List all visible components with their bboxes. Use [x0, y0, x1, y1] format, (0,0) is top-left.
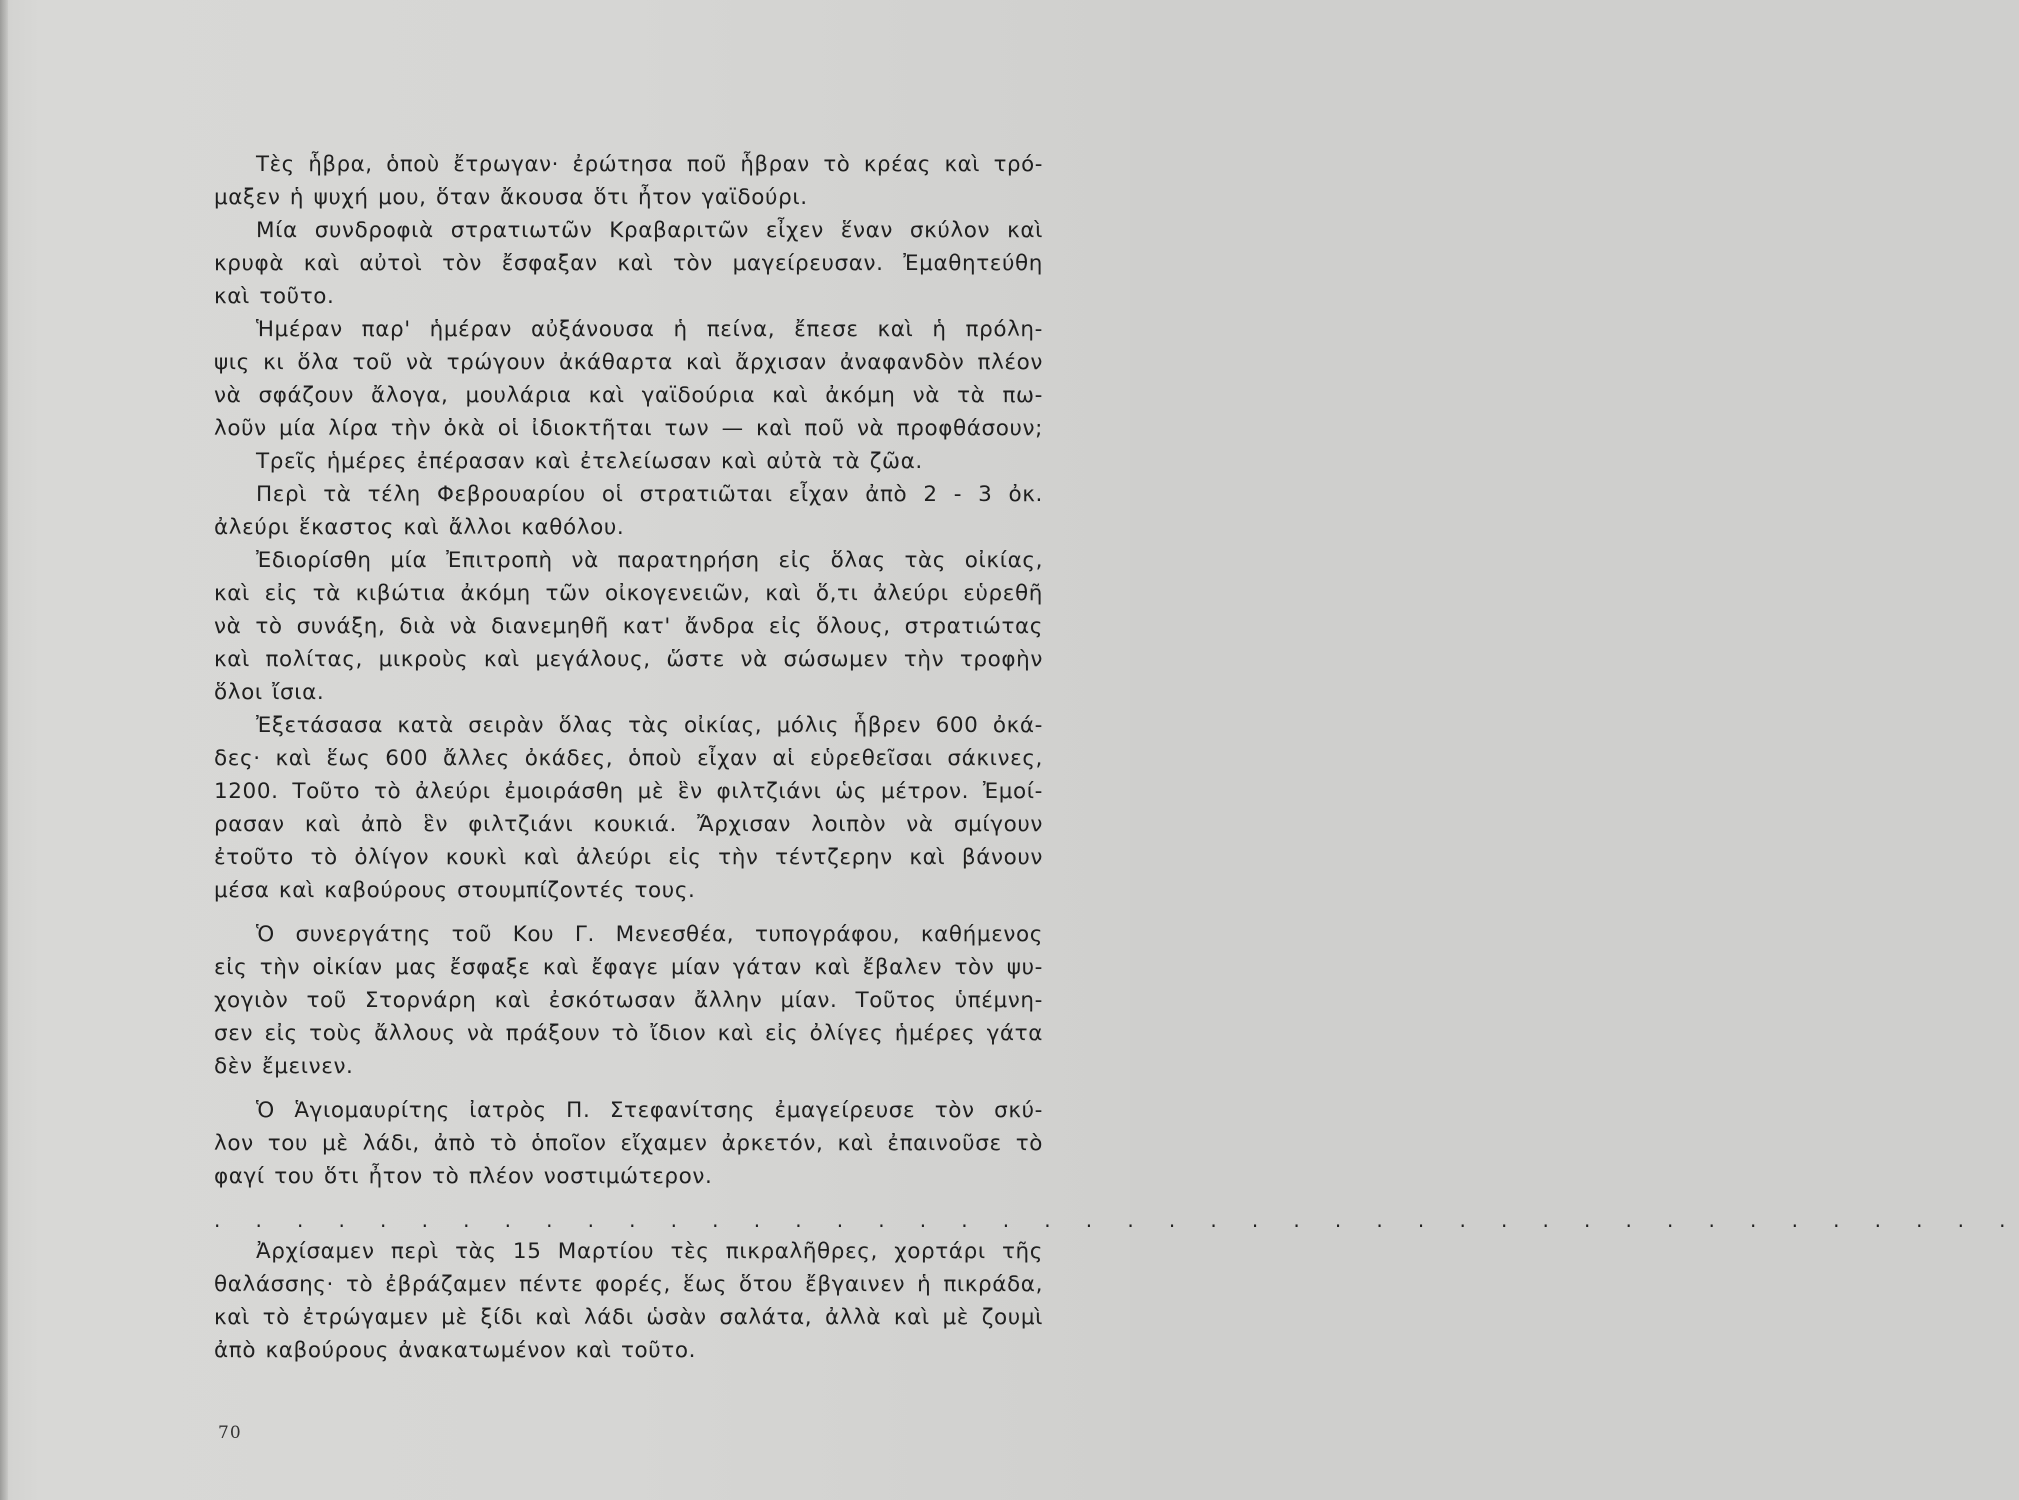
text-line: θαλάσσης· τὸ ἐβράζαμεν πέντε φορές, ἕως ὅτου ἔβγαινεν ἡ πικράδα,: [214, 1272, 1043, 1297]
text-line: δὲν ἔμεινεν.: [214, 1054, 354, 1079]
paragraph-6: [214, 544, 1043, 709]
paragraph-4: [214, 445, 1043, 478]
page-edge-shadow: [0, 0, 8, 1500]
text-line: μέσα καὶ καβούρους στουμπίζοντές τους.: [214, 878, 696, 903]
text-line: ὅλοι ἴσια.: [214, 680, 325, 705]
body-text: [214, 148, 2019, 1367]
text-line: Ἐδιορίσθη μία Ἐπιτροπὴ νὰ παρατηρήση εἰς ὅλας τὰς οἰκίας,: [256, 548, 1043, 573]
text-line: Ἀρχίσαμεν περὶ τὰς 15 Μαρτίου τὲς πικραλῆθρες, χορτάρι τῆς: [256, 1239, 1043, 1264]
paragraph-9: [214, 1094, 1043, 1193]
text-line: φαγί του ὅτι ἦτον τὸ πλέον νοστιμώτερον.: [214, 1164, 713, 1189]
text-line: καὶ εἰς τὰ κιβώτια ἀκόμη τῶν οἰκογενειῶν, καὶ ὅ,τι ἀλεύρι εὑρεθῆ: [214, 581, 1043, 606]
paragraph-8: [214, 918, 1043, 1083]
text-line: Περὶ τὰ τέλη Φεβρουαρίου οἱ στρατιῶται εἶχαν ἀπὸ 2 - 3 ὀκ.: [256, 482, 1043, 507]
text-line: Ἡμέραν παρ' ἡμέραν αὐξάνουσα ἡ πείνα, ἔπεσε καὶ ἡ πρόλη-: [256, 317, 1043, 342]
text-line: χογιὸν τοῦ Στορνάρη καὶ ἐσκότωσαν ἄλλην μίαν. Τοῦτος ὑπέμνη-: [214, 988, 1043, 1013]
text-line: ἀλεύρι ἕκαστος καὶ ἄλλοι καθόλου.: [214, 515, 625, 540]
text-line: λοῦν μία λίρα τὴν ὀκὰ οἱ ἰδιοκτῆται των — καὶ ποῦ νὰ προφθάσουν;: [214, 416, 1043, 441]
text-line: Τὲς ἧβρα, ὁποὺ ἔτρωγαν· ἐρώτησα ποῦ ἧβραν τὸ κρέας καὶ τρό-: [256, 152, 1043, 177]
text-line: μαξεν ἡ ψυχή μου, ὅταν ἄκουσα ὅτι ἦτον γαϊδούρι.: [214, 185, 808, 210]
paragraph-3: [214, 313, 1043, 445]
paragraph-5: [214, 478, 1043, 544]
text-line: ἐτοῦτο τὸ ὀλίγον κουκὶ καὶ ἀλεύρι εἰς τὴν τέντζερην καὶ βάνουν: [214, 845, 1043, 870]
text-line: νὰ σφάζουν ἄλογα, μουλάρια καὶ γαϊδούρια καὶ ἀκόμη νὰ τὰ πω-: [214, 383, 1043, 408]
text-line: δες· καὶ ἕως 600 ἄλλες ὀκάδες, ὁποὺ εἶχαν αἱ εὑρεθεῖσαι σάκινες,: [214, 746, 1043, 771]
text-line: 1200. Τοῦτο τὸ ἀλεύρι ἐμοιράσθη μὲ ἓν φιλτζιάνι ὡς μέτρον. Ἐμοί-: [214, 779, 1043, 804]
text-line: καὶ τοῦτο.: [214, 284, 335, 309]
text-line: ψις κι ὅλα τοῦ νὰ τρώγουν ἀκάθαρτα καὶ ἄρχισαν ἀναφανδὸν πλέον: [214, 350, 1043, 375]
text-line: εἰς τὴν οἰκίαν μας ἔσφαξε καὶ ἔφαγε μίαν γάταν καὶ ἔβαλεν τὸν ψυ-: [214, 955, 1043, 980]
paragraph-10: [214, 1235, 1043, 1367]
text-line: Ἐξετάσασα κατὰ σειρὰν ὅλας τὰς οἰκίας, μόλις ἧβρεν 600 ὀκά-: [256, 713, 1043, 738]
text-line: νὰ τὸ συνάξη, διὰ νὰ διανεμηθῆ κατ' ἄνδρα εἰς ὅλους, στρατιώτας: [214, 614, 1043, 639]
text-line: ρασαν καὶ ἀπὸ ἓν φιλτζιάνι κουκιά. Ἄρχισαν λοιπὸν νὰ σμίγουν: [214, 812, 1043, 837]
text-line: καὶ τὸ ἐτρώγαμεν μὲ ξίδι καὶ λάδι ὡσὰν σαλάτα, ἀλλὰ καὶ μὲ ζουμὶ: [214, 1305, 1043, 1330]
page-number: 70: [218, 1423, 242, 1443]
text-line: Τρεῖς ἡμέρες ἐπέρασαν καὶ ἐτελείωσαν καὶ αὐτὰ τὰ ζῶα.: [256, 449, 923, 474]
text-line: ἀπὸ καβούρους ἀνακατωμένον καὶ τοῦτο.: [214, 1338, 697, 1363]
text-line: λον του μὲ λάδι, ἀπὸ τὸ ὁποῖον εἴχαμεν ἀρκετόν, καὶ ἐπαινοῦσε τὸ: [214, 1131, 1043, 1156]
paragraph-2: [214, 214, 1043, 313]
text-line: καὶ πολίτας, μικροὺς καὶ μεγάλους, ὥστε νὰ σώσωμεν τὴν τροφὴν: [214, 647, 1043, 672]
text-line: σεν εἰς τοὺς ἄλλους νὰ πράξουν τὸ ἴδιον καὶ εἰς ὀλίγες ἡμέρες γάτα: [214, 1021, 1043, 1046]
paragraph-1: [214, 148, 1043, 214]
text-line: Μία συνδροφιὰ στρατιωτῶν Κραβαριτῶν εἶχεν ἕναν σκύλον καὶ: [256, 218, 1043, 243]
separator-dots: . . . . . . . . . . . . . . . . . . . . . . . . . . . . . . . . . . . . . . . . . . . .: [214, 1208, 2019, 1232]
text-line: Ὁ συνεργάτης τοῦ Κου Γ. Μενεσθέα, τυπογράφου, καθήμενος: [256, 922, 1043, 947]
text-line: Ὁ Ἁγιομαυρίτης ἰατρὸς Π. Στεφανίτσης ἐμαγείρευσε τὸν σκύ-: [256, 1098, 1043, 1123]
paragraph-7: [214, 709, 1043, 907]
text-line: κρυφὰ καὶ αὐτοὶ τὸν ἔσφαξαν καὶ τὸν μαγείρευσαν. Ἐμαθητεύθη: [214, 251, 1043, 276]
